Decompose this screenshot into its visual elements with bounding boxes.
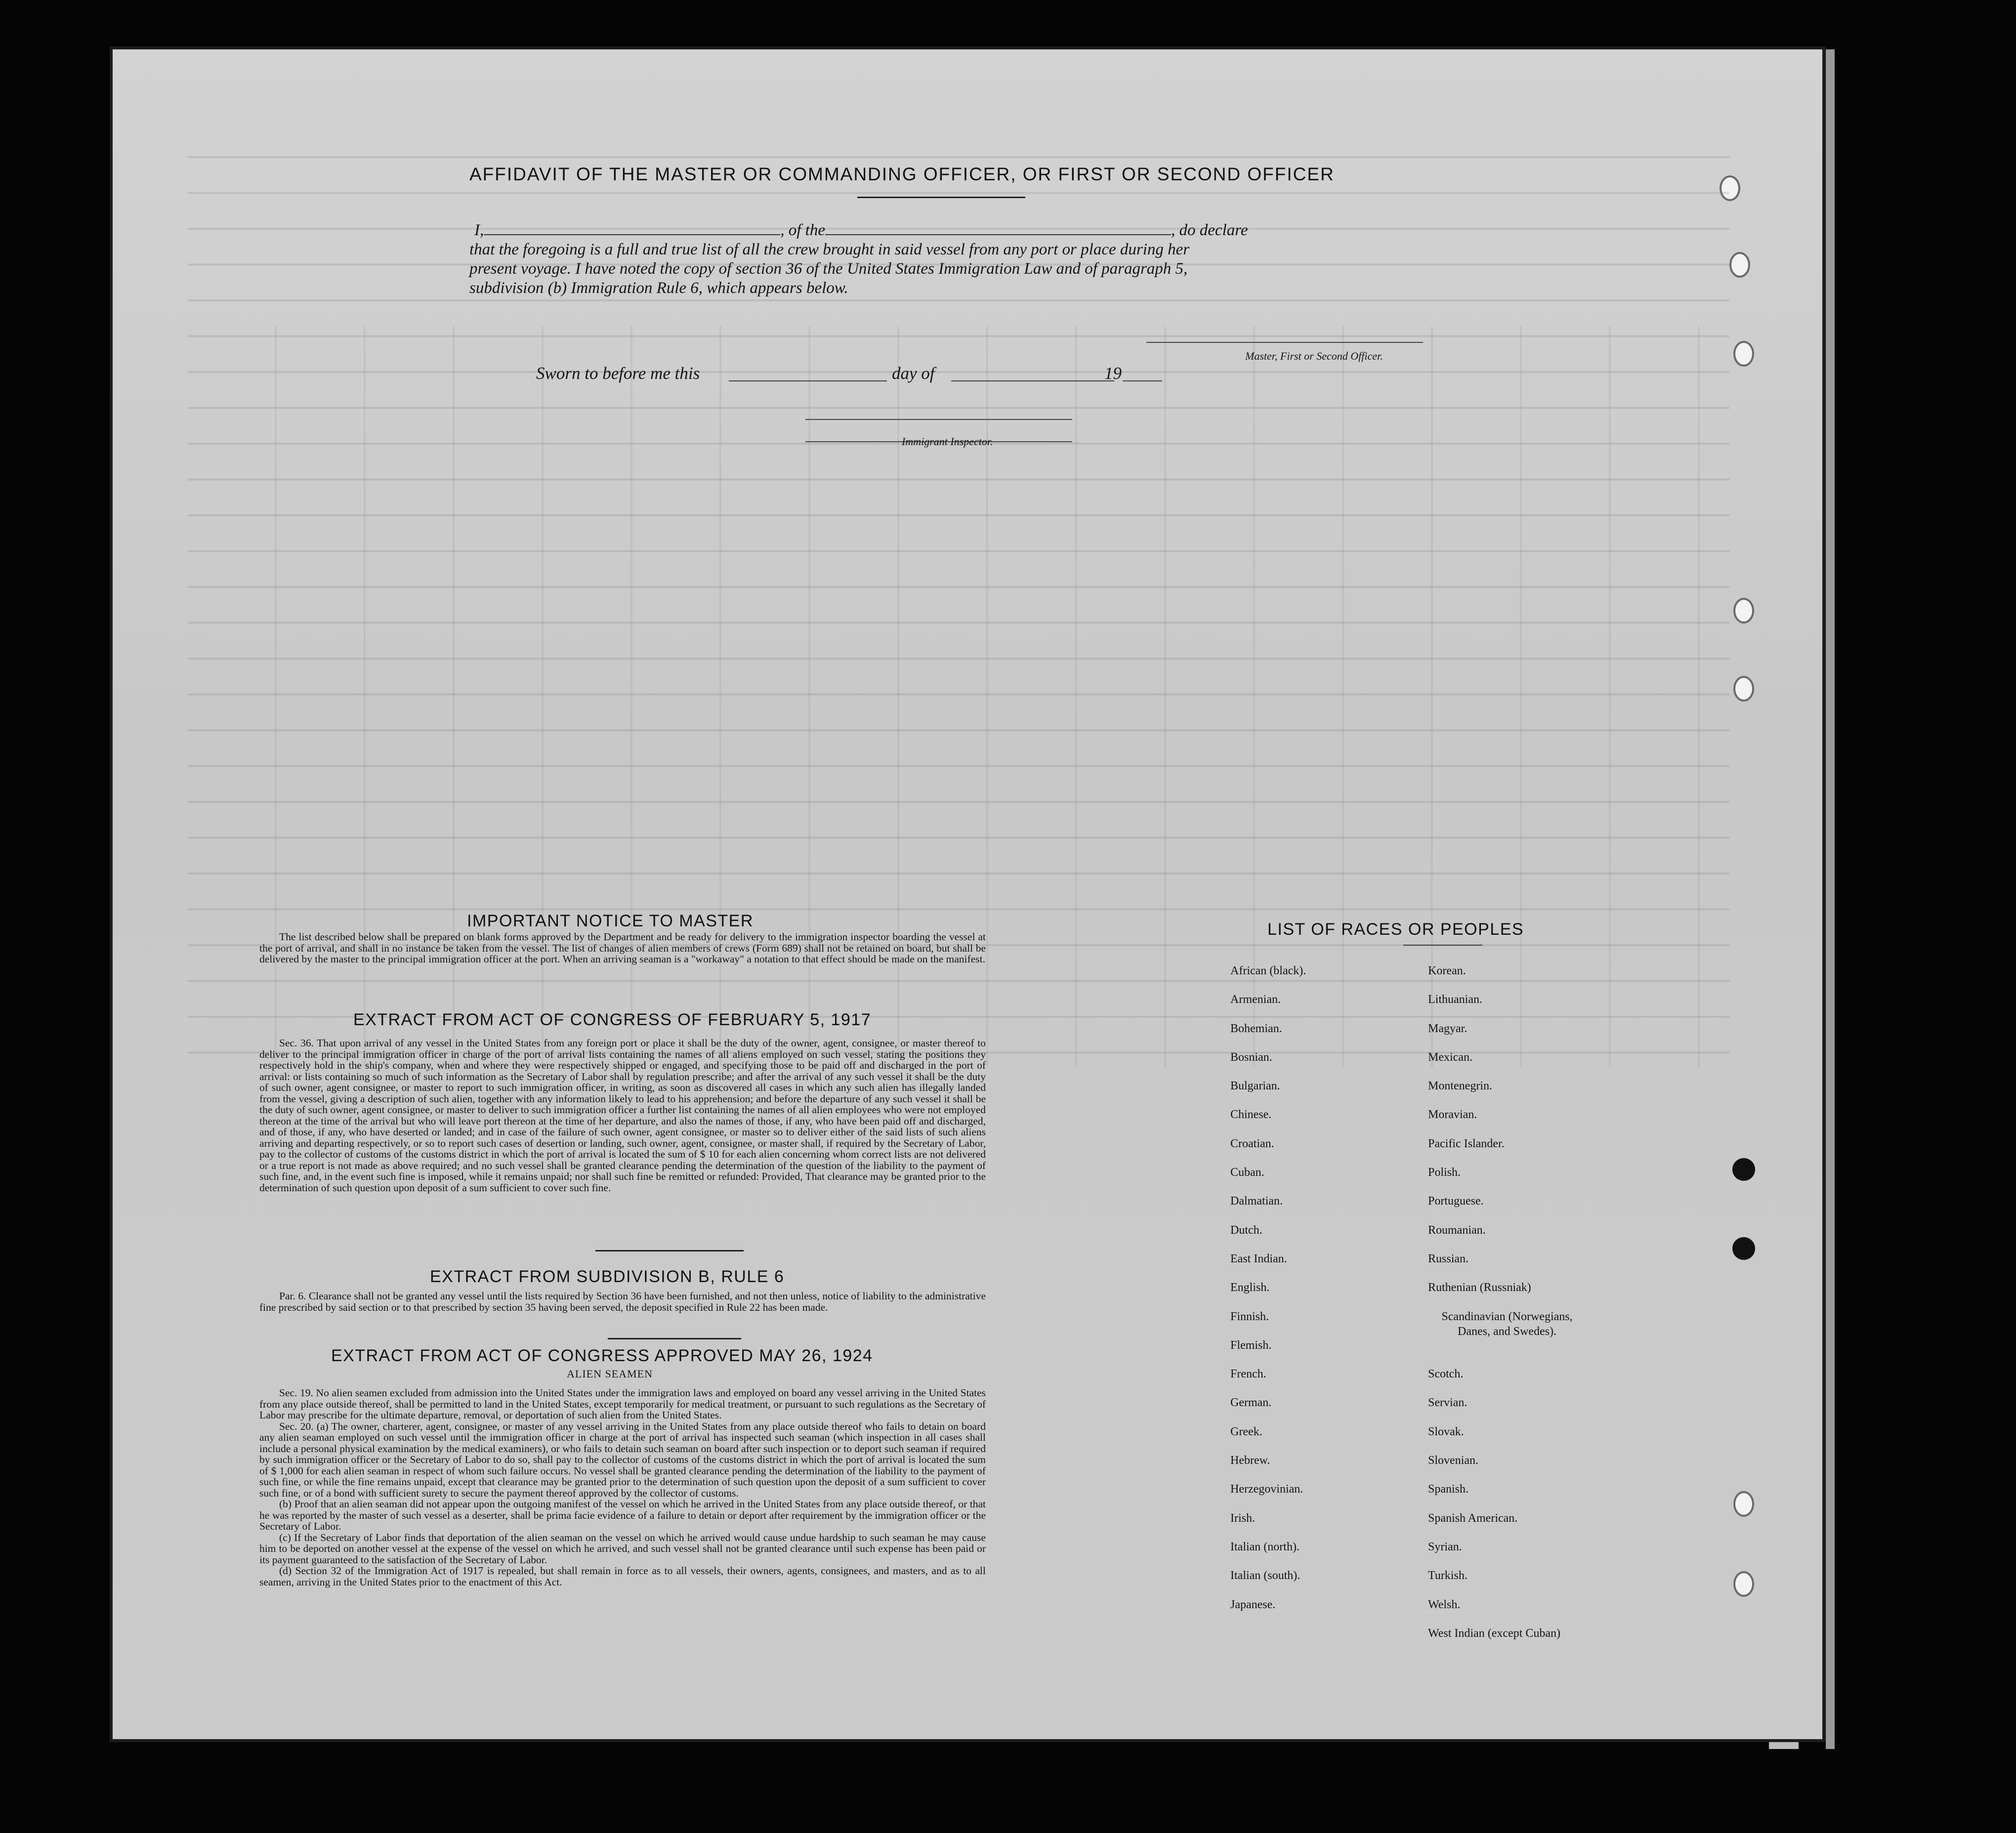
- extract-1917-body: [259, 1038, 986, 1193]
- rule-6-body: [259, 1291, 986, 1313]
- year-blank: [1123, 380, 1162, 381]
- race-item: Lithuanian.: [1428, 993, 1482, 1006]
- race-item: Russian.: [1428, 1252, 1469, 1265]
- punch-hole: [1732, 1158, 1755, 1181]
- race-item: Italian (north).: [1230, 1540, 1300, 1553]
- race-item: Mexican.: [1428, 1050, 1472, 1064]
- rule-6-title: EXTRACT FROM SUBDIVISION B, RULE 6: [430, 1267, 785, 1286]
- signature-label: Master, First or Second Officer.: [1245, 350, 1383, 362]
- affidavit-declare: , do declare: [1171, 221, 1248, 239]
- race-item: Ruthenian (Russniak): [1428, 1281, 1531, 1294]
- race-item: Moravian.: [1428, 1108, 1477, 1122]
- vessel-blank: [825, 234, 1171, 235]
- affidavit-i: I,: [474, 221, 484, 239]
- affidavit-of-the: , of the: [780, 221, 825, 239]
- race-item: Portuguese.: [1428, 1195, 1484, 1208]
- race-item: Herzegovinian.: [1230, 1483, 1303, 1496]
- race-item: Croatian.: [1230, 1137, 1274, 1150]
- page-shadow-edge: [1826, 49, 1835, 1749]
- sec-19-paragraph: Sec. 19. No alien seamen excluded from admission into the United States under the immigration laws and employed on board any vessel arriving in the United States from any place outside thereof, shall be permitted to land in the United States, except temporarily for medical treatment, or pursuant to such regulations as the Secretary of Labor may prescribe for the ultimate departure, removal, or deportation of such alien from the United States.: [259, 1387, 986, 1421]
- affidavit-line-3: present voyage. I have noted the copy of section 36 of the United States Immigration Law and of paragraph 5,: [469, 260, 1188, 278]
- race-item: Bosnian.: [1230, 1050, 1272, 1064]
- inspector-top-line: [805, 419, 1072, 420]
- race-item: Magyar.: [1428, 1022, 1468, 1035]
- races-divider: [1403, 945, 1482, 946]
- race-item: Japanese.: [1230, 1598, 1276, 1611]
- affidavit-line-4: subdivision (b) Immigration Rule 6, which appears below.: [469, 279, 848, 297]
- punch-hole: [1732, 1237, 1755, 1260]
- race-item: African (black).: [1230, 964, 1306, 977]
- race-item: East Indian.: [1230, 1252, 1287, 1265]
- sec-20c-paragraph: (c) If the Secretary of Labor finds that deportation of the alien seaman on the vessel on which he arrived would cause undue hardship to such seaman he may cause him to be deported on another vessel at the expense of the vessel on which he arrived, and such vessel shall not be granted clearance until such expense has been paid or its payment guaranteed to the satisfaction of the Secretary of Labor.: [259, 1531, 986, 1566]
- race-item: Scotch.: [1428, 1368, 1464, 1381]
- sec-20a-paragraph: Sec. 20. (a) The owner, charterer, agent, consignee, or master of any vessel arriving in the United States from any place outside thereof who fails to detain on board any alien seaman employed on such vessel until the immigration officer in charge at the port of arrival has inspected such seaman (which inspection in all cases shall include a personal physical examination by the medical examiners), or who fails to detain such seaman on board after such inspection or to deport such seaman if required by such immigration officer or the Secretary of Labor to do so, shall pay to the collector of customs of the customs district in which the port of arrival is located the sum of $ 1,000 for each alien seaman in respect of whom such failure occurs. No vessel shall be granted clearance pending the determination of the liability to the payment of such fine, or while the fine remains unpaid, except that clearance may be granted prior to the determination of such question upon the deposit of a sum sufficient to cover such fine, or of a bond with sufficient surety to secure the payment thereof approved by the collector of customs.: [259, 1420, 986, 1499]
- punch-hole: [1729, 252, 1750, 278]
- race-item: Bulgarian.: [1230, 1080, 1280, 1093]
- year-prefix: 19: [1104, 364, 1122, 383]
- race-item: West Indian (except Cuban): [1428, 1626, 1560, 1640]
- title-divider: [857, 197, 1025, 198]
- race-item: Korean.: [1428, 964, 1466, 977]
- sec-20b-paragraph: (b) Proof that an alien seaman did not appear upon the outgoing manifest of the vessel on which he arrived in the United States from any place outside thereof, or that he was reported by the master of such vessel as a deserter, shall be prima facie evidence of a failure to detain or deport after requirement by the immigration officer or the Secretary of Labor.: [259, 1498, 986, 1532]
- race-item: Spanish American.: [1428, 1511, 1518, 1525]
- day-of-text: day of: [892, 364, 935, 383]
- race-item: Dutch.: [1230, 1223, 1262, 1237]
- race-item: Roumanian.: [1428, 1223, 1486, 1237]
- race-item: Finnish.: [1230, 1310, 1269, 1323]
- race-item: Irish.: [1230, 1511, 1255, 1525]
- section-divider: [608, 1338, 741, 1339]
- race-item: German.: [1230, 1396, 1272, 1410]
- sworn-text: Sworn to before me this: [536, 364, 700, 383]
- race-item: Welsh.: [1428, 1598, 1461, 1611]
- punch-hole: [1733, 1491, 1754, 1517]
- races-left-column: [1230, 963, 1306, 1626]
- race-item: Italian (south).: [1230, 1569, 1301, 1583]
- race-item: Greek.: [1230, 1425, 1262, 1438]
- affidavit-title: AFFIDAVIT OF THE MASTER OR COMMANDING OFFICER, OR FIRST OR SECOND OFFICER: [469, 164, 1335, 184]
- sworn-day-blank: [729, 380, 887, 381]
- extract-1924-body: [259, 1387, 986, 1587]
- sec-20d-paragraph: (d) Section 32 of the Immigration Act of 1917 is repealed, but shall remain in force as to all vessels, their owners, agents, consignees, and masters, and as to all seamen, arriving in the United States prior to the enactment of this Act.: [259, 1565, 986, 1588]
- inspector-label: Immigrant Inspector.: [902, 435, 993, 448]
- race-item: Armenian.: [1230, 993, 1281, 1006]
- punch-hole: [1733, 598, 1754, 624]
- affidavit-line-2: that the foregoing is a full and true list of all the crew brought in said vessel from any port or place during her: [469, 241, 1190, 258]
- race-item: Pacific Islander.: [1428, 1137, 1505, 1150]
- punch-hole: [1733, 676, 1754, 702]
- race-item: Polish.: [1428, 1166, 1461, 1179]
- race-item: Montenegrin.: [1428, 1080, 1492, 1093]
- race-item: Bohemian.: [1230, 1022, 1282, 1035]
- section-divider: [595, 1250, 744, 1251]
- punch-hole: [1733, 341, 1754, 367]
- extract-1917-title: EXTRACT FROM ACT OF CONGRESS OF FEBRUARY 5, 1917: [353, 1010, 872, 1029]
- race-item: Slovak.: [1428, 1425, 1464, 1438]
- notice-title: IMPORTANT NOTICE TO MASTER: [467, 912, 754, 930]
- race-item: Servian.: [1428, 1396, 1468, 1410]
- races-title: LIST OF RACES OR PEOPLES: [1267, 920, 1524, 939]
- alien-seamen-subtitle: ALIEN SEAMEN: [567, 1368, 653, 1380]
- race-item: Flemish.: [1230, 1338, 1272, 1352]
- race-item: Chinese.: [1230, 1108, 1272, 1122]
- rule-6-paragraph: Par. 6. Clearance shall not be granted any vessel until the lists required by Section 36 have been furnished, and not then unless, notice of liability to the administrative fine prescribed by said section or to that prescribed by section 35 having been served, the deposit specified in Rule 22 has been made.: [259, 1290, 986, 1313]
- name-blank: [484, 234, 780, 235]
- month-blank: [951, 380, 1114, 381]
- races-right-column: [1428, 963, 1586, 1655]
- extract-1917-paragraph: Sec. 36. That upon arrival of any vessel in the United States from any foreign port or place it shall be the duty of the owner, agent, consignee, or master thereof to deliver to the principal immigration officer in charge of the port of arrival lists containing the names of all aliens employed on such vessel, stating the positions they respectively hold in the ship's company, when and where they were respectively shipped or engaged, and specifying those to be paid off and discharged in the port of arrival: or lists containing so much of such information as the Secretary of Labor shall by regulation prescribe; and after the arrival of any such vessel it shall be the duty of such owner, agent consignee, or master to report to such immigration officer, in writing, as soon as discovered all cases in which any such alien has illegally landed from the vessel, giving a description of such alien, together with any information likely to lead to his apprehension; and before the departure of any such vessel it shall be the duty of such owner, agent consignee, or master to deliver to such immigration officer a further list containing the names of all alien employees who were not employed thereon at the time of the arrival but who will leave port thereon at the time of her departure, and also the names of those, if any, who have been paid off and discharged, and of those, if any, who have deserted or landed; and in case of the failure of such owner, agent consignee, or master so to deliver either of the said lists of such aliens arriving and departing respectively, or so to report such cases of desertion or landing, such owner, agent, consignee, or master shall, if required by the Secretary of Labor, pay to the collector of customs of the customs district in which the port of arrival is located the sum of $ 10 for each alien concerning whom correct lists are not delivered or a true report is not made as above required; and no such vessel shall be granted clearance pending the determination of the question of the liability to the payment of such fine, and, in the event such fine is imposed, while it remains unpaid; nor shall such fine be remitted or refunded: Provided, That clearance may be granted prior to the determination of such question upon deposit of a sum sufficient to cover such fine.: [259, 1037, 986, 1194]
- race-item: Dalmatian.: [1230, 1195, 1283, 1208]
- race-item: French.: [1230, 1368, 1266, 1381]
- race-item: Syrian.: [1428, 1540, 1462, 1553]
- affidavit-line-1: [474, 220, 1248, 241]
- extract-1924-title: EXTRACT FROM ACT OF CONGRESS APPROVED MAY 26, 1924: [331, 1346, 873, 1365]
- race-item: Cuban.: [1230, 1166, 1264, 1179]
- signature-line: [1146, 342, 1423, 343]
- race-item: Spanish.: [1428, 1483, 1469, 1496]
- race-item: Slovenian.: [1428, 1454, 1478, 1467]
- notice-paragraph: The list described below shall be prepared on blank forms approved by the Department and be ready for delivery to the immigration inspector boarding the vessel at the port of arrival, and shall in no instance be taken from the vessel. The list of changes of alien members of crews (Form 689) shall not be retained on board, but shall be delivered by the master to the principal immigration officer at the port. When an arriving seaman is a "workaway" a notation to that effect should be made on the manifest.: [259, 931, 986, 965]
- notice-body: [259, 931, 986, 965]
- punch-hole: [1733, 1571, 1754, 1597]
- race-item: English.: [1230, 1281, 1270, 1294]
- race-item: Hebrew.: [1230, 1454, 1270, 1467]
- race-item: Turkish.: [1428, 1569, 1468, 1583]
- race-item: Scandinavian (Norwegians, Danes, and Swedes).: [1441, 1310, 1573, 1338]
